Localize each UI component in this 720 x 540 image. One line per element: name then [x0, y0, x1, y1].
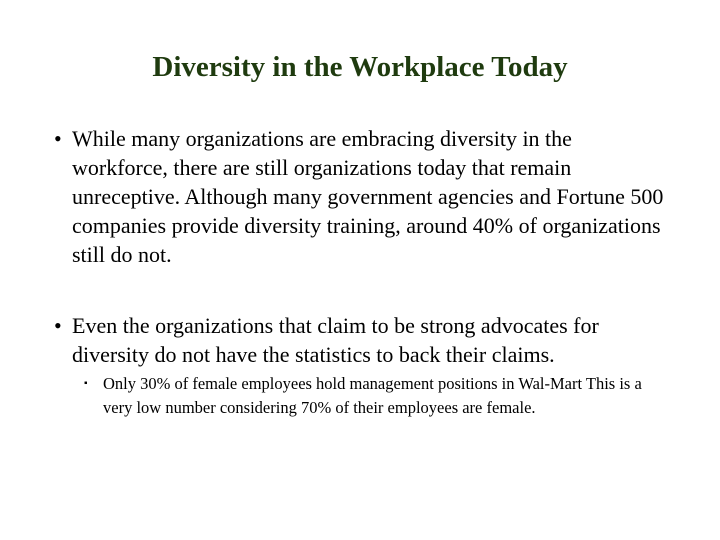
sub-bullet-text: Only 30% of female employees hold management positions in Wal-Mart This is a very low number considering 70% of their employees are female. [103, 374, 642, 417]
bullet-text: Even the organizations that claim to be strong advocates for diversity do not have the statistics to back their claims. [72, 313, 599, 367]
sub-bullet-item [84, 372, 664, 420]
slide-title: Diversity in the Workplace Today [152, 51, 568, 83]
bullet-text: While many organizations are embracing diversity in the workforce, there are still organizations today that remain unreceptive. Although many government agencies and Fortune 500 companies provide diversity training, around 40% of organizations still do not. [72, 126, 664, 267]
square-bullet-icon: ▪ [84, 378, 88, 389]
bullet-marker: • [54, 126, 62, 151]
bullet-marker: • [54, 313, 62, 338]
bullet-item [54, 124, 664, 269]
bullet-item [54, 311, 664, 369]
